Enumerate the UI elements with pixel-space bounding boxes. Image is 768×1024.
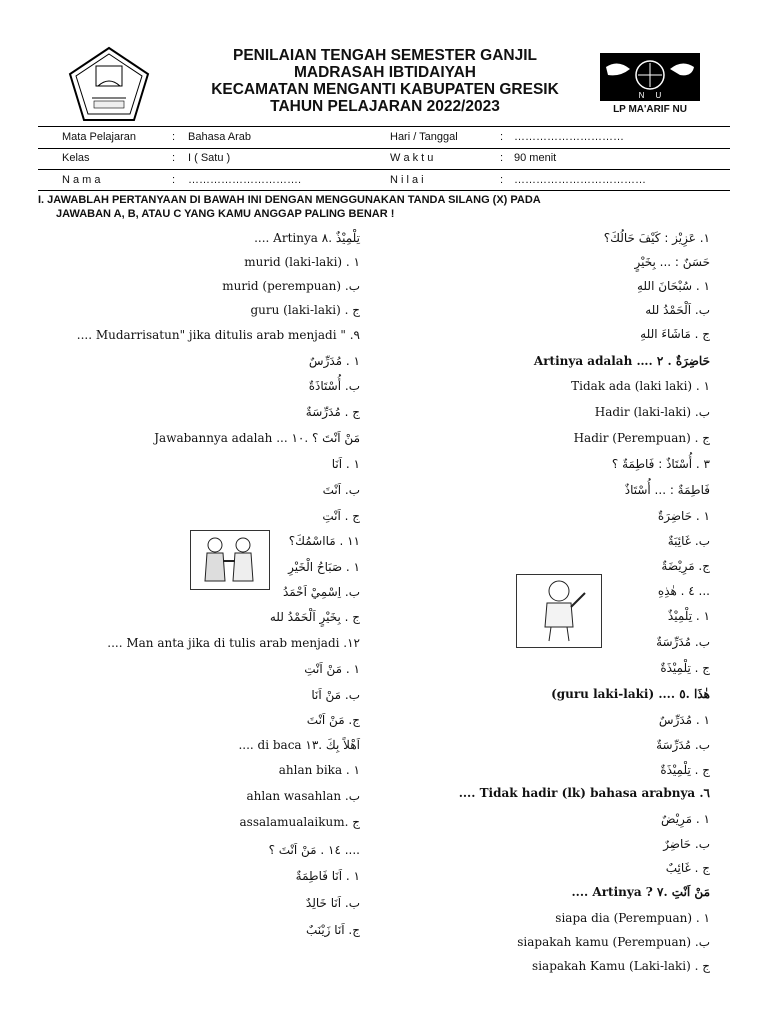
q12-opt-a: ١ . مَنْ اَنْتِ <box>304 662 360 676</box>
q1: ١. عَزِيْز : كَيْفَ حَالُكَ؟ <box>603 231 710 245</box>
instruction-line-1: I. JAWABLAH PERTANYAAN DI BAWAH INI DENGAN MENGGUNAKAN TANDA SILANG (X) PADA <box>38 194 541 206</box>
header-line-3: KECAMATAN MENGANTI KABUPATEN GRESIK <box>211 81 559 98</box>
q13: .... di baca اَهْلاً بِكَ .١٣ <box>238 738 360 752</box>
q2-opt-b: Hadir (laki-laki) .ب <box>594 405 710 419</box>
q14: ١٤ . مَنْ اَنْتَ ؟ .... <box>268 843 360 857</box>
q14-opt-c: ج. اَنَا زَيْنَبٌ <box>305 923 360 937</box>
q7-opt-a: siapa dia (Perempuan) . ١ <box>555 911 710 925</box>
divider-top <box>38 126 730 127</box>
label-hari: Hari / Tanggal <box>390 131 458 143</box>
q10: Jawabannya adalah ... مَنْ اَنْتَ ؟ .١٠ <box>154 431 360 445</box>
q3-opt-b: ب. غَائِبَةٌ <box>667 534 710 548</box>
q5: (guru laki-laki) .... هٰذَا .٥ <box>551 687 710 701</box>
q6-opt-b: ب. حَاضِرٌ <box>663 837 710 851</box>
q7-opt-c: siapakah Kamu (Laki-laki) . ج <box>532 959 710 973</box>
q7-opt-b: siapakah kamu (Perempuan) .ب <box>517 935 710 949</box>
q13-opt-b: ahlan wasahlan .ب <box>246 789 360 803</box>
q11-opt-c: ج . بِخَيْرٍ اَلْحَمْدُ لله <box>269 610 360 624</box>
colon: : <box>500 174 504 186</box>
value-hari: ………………………… <box>514 131 624 143</box>
q11: ١١ . مَااسْمُكَ؟ <box>288 534 360 548</box>
divider <box>38 169 730 170</box>
q4-opt-c: ج . تِلْمِيْذَةٌ <box>660 661 710 675</box>
q6: .... Tidak hadir (lk) bahasa arabnya .٦ <box>458 786 710 800</box>
colon: : <box>500 131 504 143</box>
q13-opt-a: ahlan bika . ١ <box>278 763 360 777</box>
q8: .... Artinya تِلْمِيْذٌ .٨ <box>254 231 360 245</box>
label-nilai: N i l a i <box>390 174 424 186</box>
q8-opt-c: guru (laki-laki) . ج <box>250 303 360 317</box>
q9-opt-b: ب. أُسْتَاذَةٌ <box>308 379 360 393</box>
value-kelas: I ( Satu ) <box>188 152 231 164</box>
label-mapel: Mata Pelajaran <box>62 131 136 143</box>
q9: .... Mudarrisatun" jika ditulis arab menjadi " .٩ <box>76 328 360 342</box>
header-line-4: TAHUN PELAJARAN 2022/2023 <box>270 98 500 115</box>
value-nama: …………………………. <box>188 174 302 186</box>
header-title <box>150 47 620 115</box>
q1-opt-a: ١ . سُبْحَانَ اللهِ <box>637 279 710 293</box>
q4-opt-a: ١ . تِلْمِيْذٌ <box>667 609 710 623</box>
q3: ٣ . أُسْتَاذٌ : فَاطِمَةٌ ؟ <box>611 457 710 471</box>
q14-opt-b: ب. اَنَا خَالِدٌ <box>305 896 360 910</box>
q3-reply: فَاطِمَةٌ : ... أُسْتَاذٌ <box>624 483 710 497</box>
q6-opt-a: ١ . مَرِيْضٌ <box>661 812 710 826</box>
q2: Artinya adalah …. حَاضِرَةٌ . ٢ <box>533 354 710 368</box>
q10-opt-b: ب. اَنْتَ <box>322 483 360 497</box>
q1-reply: حَسَنٌ : ... بِخَيْرٍ <box>634 255 710 269</box>
q10-opt-c: ج . اَنْتِ <box>322 509 360 523</box>
colon: : <box>172 152 176 164</box>
q3-opt-a: ١ . حَاضِرَةٌ <box>657 509 710 523</box>
q9-opt-c: ج . مُدَرِّسَةٌ <box>305 405 360 419</box>
divider <box>38 190 730 191</box>
q8-opt-a: murid (laki-laki) . ١ <box>244 255 360 269</box>
q11-opt-b: ب. اِسْمِيْ اَحْمَدُ <box>282 585 360 599</box>
q11-opt-a: ١ . صَبَاحُ الْخَيْرِ <box>288 560 360 574</box>
q4-opt-b: ب. مُدَرِّسَةٌ <box>656 635 710 649</box>
q3-opt-c: ج. مَرِيْضَةٌ <box>661 559 710 573</box>
nu-letters: N U <box>638 91 662 100</box>
instruction-line-2: JAWABAN A, B, ATAU C YANG KAMU ANGGAP PALING BENAR ! <box>56 208 395 220</box>
colon: : <box>172 131 176 143</box>
q5-opt-c: ج . تِلْمِيْذَةٌ <box>660 763 710 777</box>
q2-opt-c: Hadir (Perempuan) . ج <box>573 431 710 445</box>
value-nilai: ……………………………… <box>514 174 646 186</box>
q14-opt-a: ١ . اَنَا فَاطِمَةٌ <box>295 869 360 883</box>
q1-opt-b: ب. اَلْحَمْدُ لله <box>645 303 710 317</box>
q2-opt-a: Tidak ada (laki laki) . ١ <box>571 379 710 393</box>
label-nama: N a m a <box>62 174 101 186</box>
maarif-nu-logo <box>600 53 700 119</box>
q13-opt-c: assalamualaikum. ج <box>239 815 360 829</box>
colon: : <box>172 174 176 186</box>
maarif-caption: LP MA'ARIF NU <box>613 104 687 115</box>
q8-opt-b: murid (perempuan) .ب <box>222 279 360 293</box>
q10-opt-a: ١ . اَنَا <box>331 457 360 471</box>
children-greeting-picture <box>190 530 270 590</box>
q5-opt-a: ١ . مُدَرِّسٌ <box>658 713 710 727</box>
label-kelas: Kelas <box>62 152 90 164</box>
q12-opt-c: ج. مَنْ اَنْتَ <box>306 713 360 727</box>
colon: : <box>500 152 504 164</box>
kemenag-logo <box>68 46 150 122</box>
q12: .... Man anta jika di tulis arab menjadi .١٢ <box>107 636 360 650</box>
value-waktu: 90 menit <box>514 152 557 164</box>
student-picture <box>516 574 602 648</box>
q12-opt-b: ب. مَنْ اَنَا <box>311 688 360 702</box>
divider <box>38 148 730 149</box>
q4: ٤ . هٰذِهِ ... <box>657 584 710 598</box>
value-mapel: Bahasa Arab <box>188 131 251 143</box>
label-waktu: W a k t u <box>390 152 434 164</box>
q7: .... Artinya ? مَنْ اَنْتِ .٧ <box>571 885 710 899</box>
q9-opt-a: ١ . مُدَرِّسٌ <box>308 354 360 368</box>
q6-opt-c: ج . غَائِبٌ <box>665 861 710 875</box>
header-line-1: PENILAIAN TENGAH SEMESTER GANJIL <box>233 47 537 64</box>
q1-opt-c: ج . مَاشَاءَ اللهِ <box>640 327 710 341</box>
q5-opt-b: ب. مُدَرِّسَةٌ <box>656 738 710 752</box>
header-line-2: MADRASAH IBTIDAIYAH <box>294 64 476 81</box>
